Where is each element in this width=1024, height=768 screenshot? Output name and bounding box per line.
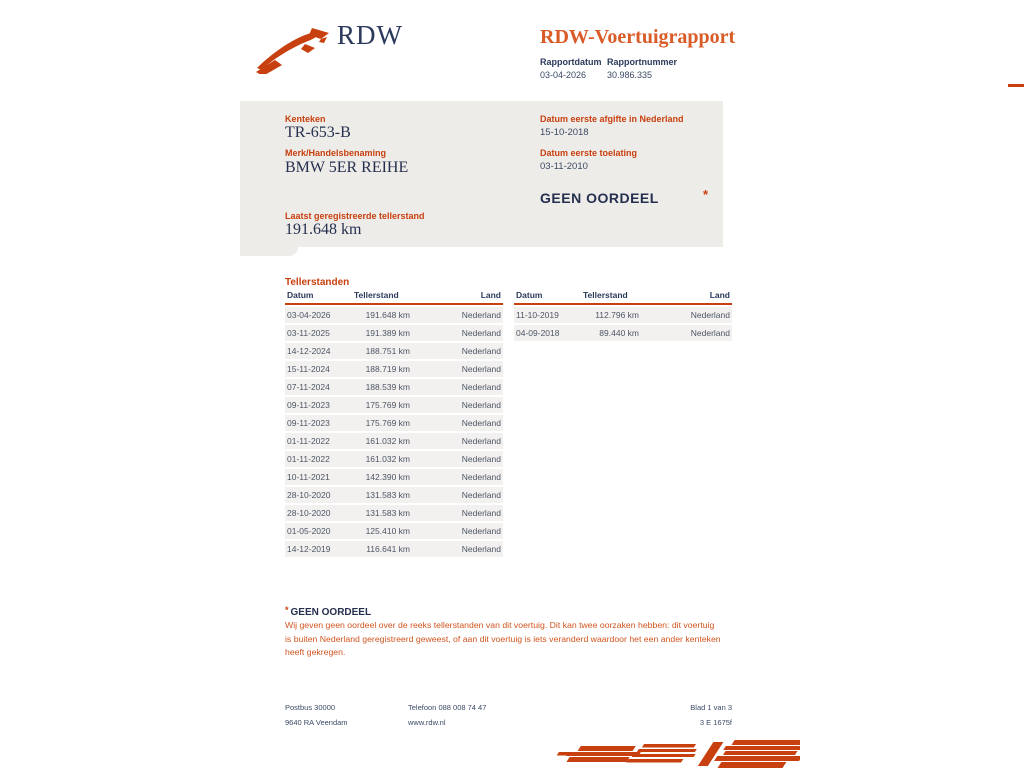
cell-land: Nederland	[461, 472, 501, 482]
column-header-tellerstand: Tellerstand	[583, 290, 628, 300]
table-row	[285, 415, 503, 431]
table-row	[285, 505, 503, 521]
table-row	[285, 379, 503, 395]
cell-tellerstand: 112.796 km	[595, 310, 639, 320]
footer-address-line2: 9640 RA Veendam	[285, 718, 348, 727]
rdw-logo-text: RDW	[337, 20, 403, 50]
laatste-tellerstand-value: 191.648 km	[285, 221, 362, 238]
report-date-value: 03-04-2026	[540, 70, 587, 80]
cell-land: Nederland	[461, 508, 501, 518]
table-row	[514, 307, 732, 323]
table-row	[285, 541, 503, 557]
cell-datum: 04-09-2018	[516, 328, 560, 338]
cell-land: Nederland	[461, 364, 501, 374]
cell-land: Nederland	[690, 310, 730, 320]
oordeel-asterisk: *	[703, 187, 709, 202]
cell-datum: 01-11-2022	[287, 436, 330, 446]
footer-contact	[408, 700, 486, 730]
table-row	[285, 487, 503, 503]
cell-tellerstand: 191.648 km	[365, 310, 410, 320]
cell-land: Nederland	[461, 382, 501, 392]
footer-pagination	[630, 700, 732, 730]
cell-datum: 14-12-2019	[287, 544, 331, 554]
footer-website: www.rdw.nl	[408, 718, 446, 727]
eerste-toelating-value: 03-11-2010	[540, 161, 588, 172]
cell-datum: 07-11-2024	[287, 382, 330, 392]
cell-tellerstand: 161.032 km	[365, 454, 410, 464]
table-row	[285, 397, 503, 413]
footer-page-number: Blad 1 van 3	[690, 703, 732, 712]
footer-address-line1: Postbus 30000	[285, 703, 336, 712]
column-header-land: Land	[480, 290, 501, 300]
footer-doc-code: 3 E 1675f	[699, 718, 732, 727]
report-number-label: Rapportnummer	[607, 57, 678, 67]
eerste-toelating-label: Datum eerste toelating	[540, 148, 638, 158]
footnote-title	[285, 605, 371, 618]
cell-tellerstand: 89.440 km	[599, 328, 639, 338]
page-edge-mark	[1008, 84, 1024, 87]
cell-datum: 28-10-2020	[287, 490, 331, 500]
cell-land: Nederland	[461, 310, 501, 320]
cell-tellerstand: 188.719 km	[365, 364, 410, 374]
table-row	[285, 361, 503, 377]
cell-datum: 10-11-2021	[287, 472, 330, 482]
cell-tellerstand: 175.769 km	[365, 418, 410, 428]
tellerstanden-section-title: Tellerstanden	[285, 277, 350, 288]
cell-datum: 28-10-2020	[287, 508, 331, 518]
table-header-row	[285, 290, 503, 305]
table-row	[285, 307, 503, 323]
cell-datum: 09-11-2023	[287, 418, 330, 428]
footnote-title-text: GEEN OORDEEL	[290, 607, 372, 618]
table-row	[514, 325, 732, 341]
table-row	[285, 469, 503, 485]
laatste-tellerstand-label: Laatst geregistreerde tellerstand	[285, 211, 425, 221]
cell-datum: 11-10-2019	[516, 310, 559, 320]
cell-land: Nederland	[461, 526, 501, 536]
footnote-asterisk: *	[285, 605, 289, 615]
column-header-tellerstand: Tellerstand	[354, 290, 399, 300]
cell-tellerstand: 175.769 km	[365, 400, 410, 410]
cell-land: Nederland	[461, 346, 501, 356]
table-row	[285, 325, 503, 341]
cell-tellerstand: 188.539 km	[365, 382, 410, 392]
oordeel-value: GEEN OORDEEL	[540, 190, 659, 206]
column-header-land: Land	[709, 290, 730, 300]
cell-tellerstand: 161.032 km	[365, 436, 410, 446]
table-row	[285, 451, 503, 467]
cell-tellerstand: 125.410 km	[365, 526, 410, 536]
eerste-afgifte-value: 15-10-2018	[540, 127, 589, 138]
cell-tellerstand: 142.390 km	[365, 472, 410, 482]
tellerstanden-table-left	[285, 290, 503, 557]
cell-datum: 15-11-2024	[287, 364, 330, 374]
cell-tellerstand: 188.751 km	[365, 346, 410, 356]
column-header-datum: Datum	[516, 290, 543, 300]
eerste-afgifte-label: Datum eerste afgifte in Nederland	[540, 114, 684, 124]
footer-address	[285, 700, 348, 730]
cell-land: Nederland	[461, 418, 501, 428]
kenteken-value: TR-653-B	[285, 124, 351, 141]
cell-land: Nederland	[461, 490, 501, 500]
footer-phone: Telefoon 088 008 74 47	[408, 703, 487, 712]
merk-label: Merk/Handelsbenaming	[285, 148, 387, 158]
cell-tellerstand: 131.583 km	[365, 508, 410, 518]
kenteken-label: Kenteken	[285, 114, 326, 124]
column-header-datum: Datum	[287, 290, 314, 300]
cell-datum: 03-11-2025	[287, 328, 330, 338]
report-title: RDW-Voertuigrapport	[540, 26, 736, 48]
report-number-value: 30.986.335	[607, 70, 653, 80]
cell-datum: 09-11-2023	[287, 400, 330, 410]
merk-value: BMW 5ER REIHE	[285, 159, 409, 176]
cell-tellerstand: 131.583 km	[365, 490, 410, 500]
table-header-row	[514, 290, 732, 305]
cell-datum: 01-05-2020	[287, 526, 331, 536]
table-row	[285, 433, 503, 449]
cell-land: Nederland	[461, 400, 501, 410]
cell-tellerstand: 191.389 km	[365, 328, 410, 338]
rdw-stripes-graphic	[540, 738, 800, 768]
cell-land: Nederland	[461, 436, 501, 446]
cell-tellerstand: 116.641 km	[366, 544, 410, 554]
cell-land: Nederland	[461, 544, 501, 554]
cell-datum: 14-12-2024	[287, 346, 331, 356]
cell-land: Nederland	[690, 328, 730, 338]
cell-land: Nederland	[461, 454, 501, 464]
cell-datum: 03-04-2026	[287, 310, 331, 320]
footnote-body: Wij geven geen oordeel over de reeks tellerstanden van dit voertuig. Dit kan twee oorzaken hebben: dit voertuig is buiten Nederland geregistreerd geweest, of aan dit voertuig is iets veranderd waardoor het een ander kenteken heeft gekregen.	[285, 620, 721, 657]
vehicle-summary-panel	[240, 101, 723, 247]
rdw-logo-icon	[255, 24, 335, 74]
table-row	[285, 343, 503, 359]
cell-land: Nederland	[461, 328, 501, 338]
report-date-label: Rapportdatum	[540, 57, 602, 67]
cell-datum: 01-11-2022	[287, 454, 330, 464]
table-row	[285, 523, 503, 539]
tellerstanden-table-right	[514, 290, 732, 341]
